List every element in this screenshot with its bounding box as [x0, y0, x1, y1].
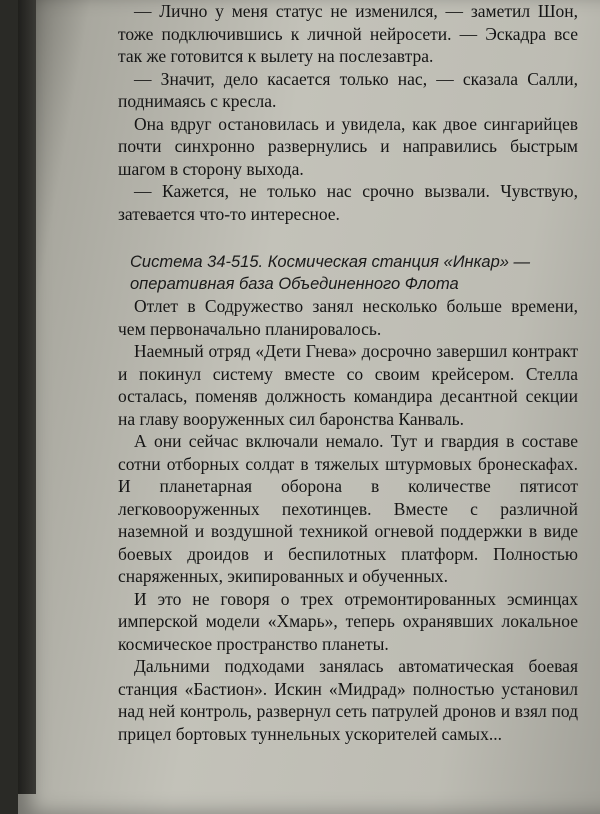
paragraph: Она вдруг остановилась и увидела, как двое сингарийцев почти синхронно развернулись и направились быстрым шагом в сторону выхода.: [118, 113, 578, 179]
paragraph: — Значит, дело касается только нас, — сказала Салли, поднимаясь с кресла.: [118, 68, 578, 111]
paragraph: Наемный отряд «Дети Гнева» досрочно завершил контракт и покинул систему вместе со своим крейсером. Стелла осталась, поменяв должность командира десантной секции на главу вооруженных сил баронства Канваль.: [118, 341, 578, 429]
section-heading-line: Система 34-515. Космическая станция «Инкар» —: [130, 253, 531, 271]
paragraph: И это не говоря о трех отремонтированных эсминцах имперской модели «Хмарь», теперь охранявших локальное космическое пространство планеты.: [118, 588, 578, 654]
page-text: [118, 0, 578, 745]
paragraph: — Кажется, не только нас срочно вызвали. Чувствую, затевается что-то интересное.: [118, 181, 578, 224]
paragraph: Дальними подходами занялась автоматическая боевая станция «Бастион». Искин «Мидрад» полностью установил над ней контроль, развернул сеть патрулей дронов и взял под прицел бортовых туннельных ускорителей самых...: [118, 656, 578, 744]
book-spine-shadow: [18, 0, 36, 794]
paragraph: — Лично у меня статус не изменился, — заметил Шон, тоже подключившись к личной нейросети. — Эскадра все так же готовится к вылету на послезавтра.: [118, 1, 578, 66]
section-heading-line: оперативная база Объединенного Флота: [130, 275, 459, 293]
book-page: [18, 0, 600, 814]
section-heading: [130, 251, 578, 295]
paragraph: А они сейчас включали немало. Тут и гвардия в составе сотни отборных солдат в тяжелых штурмовых бронескафах. И планетарная оборона в количестве пятисот легковооруженных пехотинцев. Вместе с различной наземной и воздушной техникой огневой поддержки в виде боевых дроидов и беспилотных платформ. Полностью снаряженных, экипированных и обученных.: [118, 431, 578, 586]
paragraph: Отлет в Содружество занял несколько больше времени, чем первоначально планировалось.: [118, 296, 578, 339]
